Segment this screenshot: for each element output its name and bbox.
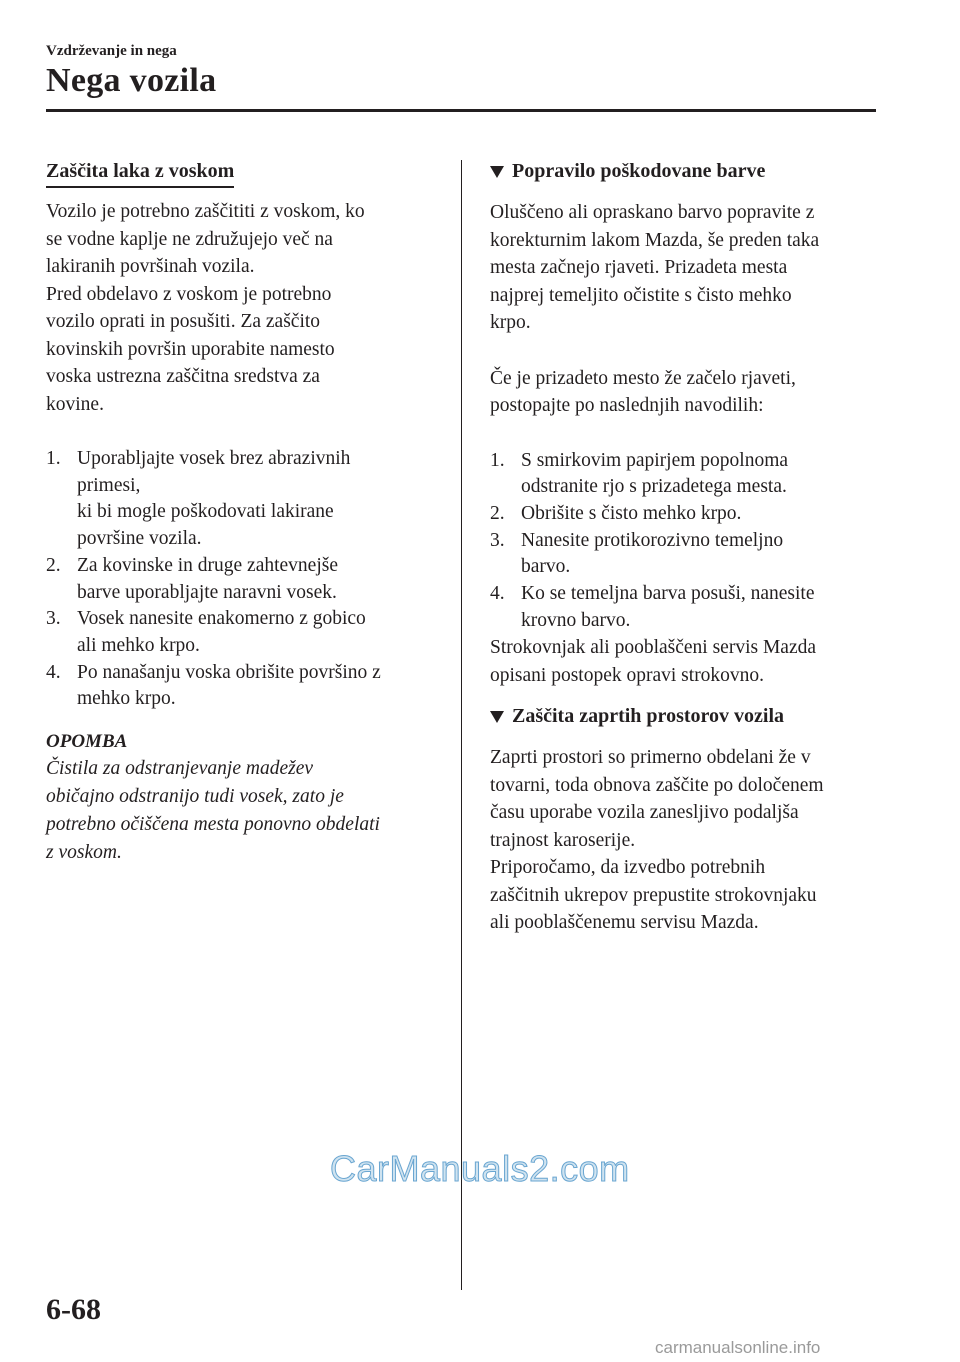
cavity-paragraph: Zaprti prostori so primerno obdelani že v tovarni, toda obnova zaščite po določenem času uporabe vozila zanesljivo podaljša trajnost karoserije. Priporočamo, da izvedbo potrebnih zaščitnih ukrepov prepustite strokovnjaku ali pooblaščenemu servisu Mazda. xyxy=(490,747,824,934)
section-heading-wax: Zaščita laka z voskom xyxy=(46,160,234,188)
section-heading-paint-repair: Popravilo poškodovane barve xyxy=(490,160,890,183)
right-column xyxy=(490,160,890,937)
list-item: 1. Uporabljajte vosek brez abrazivnih primesi, ki bi mogle poškodovati lakirane površine vozila. xyxy=(46,448,351,550)
wax-steps-list xyxy=(46,446,441,713)
watermark-text: CarManuals2.com xyxy=(330,1148,630,1189)
column-divider xyxy=(461,160,462,1290)
triangle-down-icon xyxy=(490,711,504,723)
list-item: 4. Po nanašanju voska obrišite površino z mehko krpo. xyxy=(46,661,381,710)
page-number: 6-68 xyxy=(46,1293,101,1326)
note-text: Čistila za odstranjevanje madežev običajno odstranijo tudi vosek, zato je potrebno očiščena mesta ponovno obdelati z voskom. xyxy=(46,758,380,864)
left-column xyxy=(46,160,441,867)
title-rule xyxy=(46,109,876,112)
rust-steps-list xyxy=(490,448,890,635)
service-paragraph: Strokovnjak ali pooblaščeni servis Mazda opisani postopek opravi strokovno. xyxy=(490,637,817,686)
list-item: 4. Ko se temeljna barva posuši, nanesite krovno barvo. xyxy=(490,583,815,631)
breadcrumb: Vzdrževanje in nega xyxy=(46,43,177,59)
section-heading-cavity-protection: Zaščita zaprtih prostorov vozila xyxy=(490,705,890,728)
triangle-down-icon xyxy=(490,166,504,178)
list-item: 3. Nanesite protikorozivno temeljno barvo. xyxy=(490,529,784,578)
list-item: 3. Vosek nanesite enakomerno z gobico ali mehko krpo. xyxy=(46,608,366,656)
list-item: 2. Obrišite s čisto mehko krpo. xyxy=(490,502,742,524)
page-title: Nega vozila xyxy=(46,62,217,99)
note-title: OPOMBA xyxy=(46,731,128,753)
list-item: 2. Za kovinske in druge zahtevnejše barve uporabljajte naravni vosek. xyxy=(46,554,338,603)
paint-repair-paragraph: Oluščeno ali opraskano barvo popravite z korekturnim lakom Mazda, še preden taka mesta začnejo rjaveti. Prizadeta mesta najprej temeljito očistite s čisto mehko krpo. xyxy=(490,202,820,333)
rust-intro-paragraph: Če je prizadeto mesto že začelo rjaveti, postopajte po naslednjih navodilih: xyxy=(490,367,796,416)
list-item: 1. S smirkovim papirjem popolnoma odstranite rjo s prizadetega mesta. xyxy=(490,449,789,498)
wax-intro-paragraph: Vozilo je potrebno zaščititi z voskom, ko se vodne kaplje ne združujejo več na lakiranih površinah vozila. Pred obdelavo z voskom je potrebno vozilo oprati in posušiti. Za zaščito kovinskih površin uporabite namesto voska ustrezna zaščitna sredstva za kovine. xyxy=(46,201,365,415)
footer-site-watermark: carmanualsonline.info xyxy=(655,1338,821,1357)
